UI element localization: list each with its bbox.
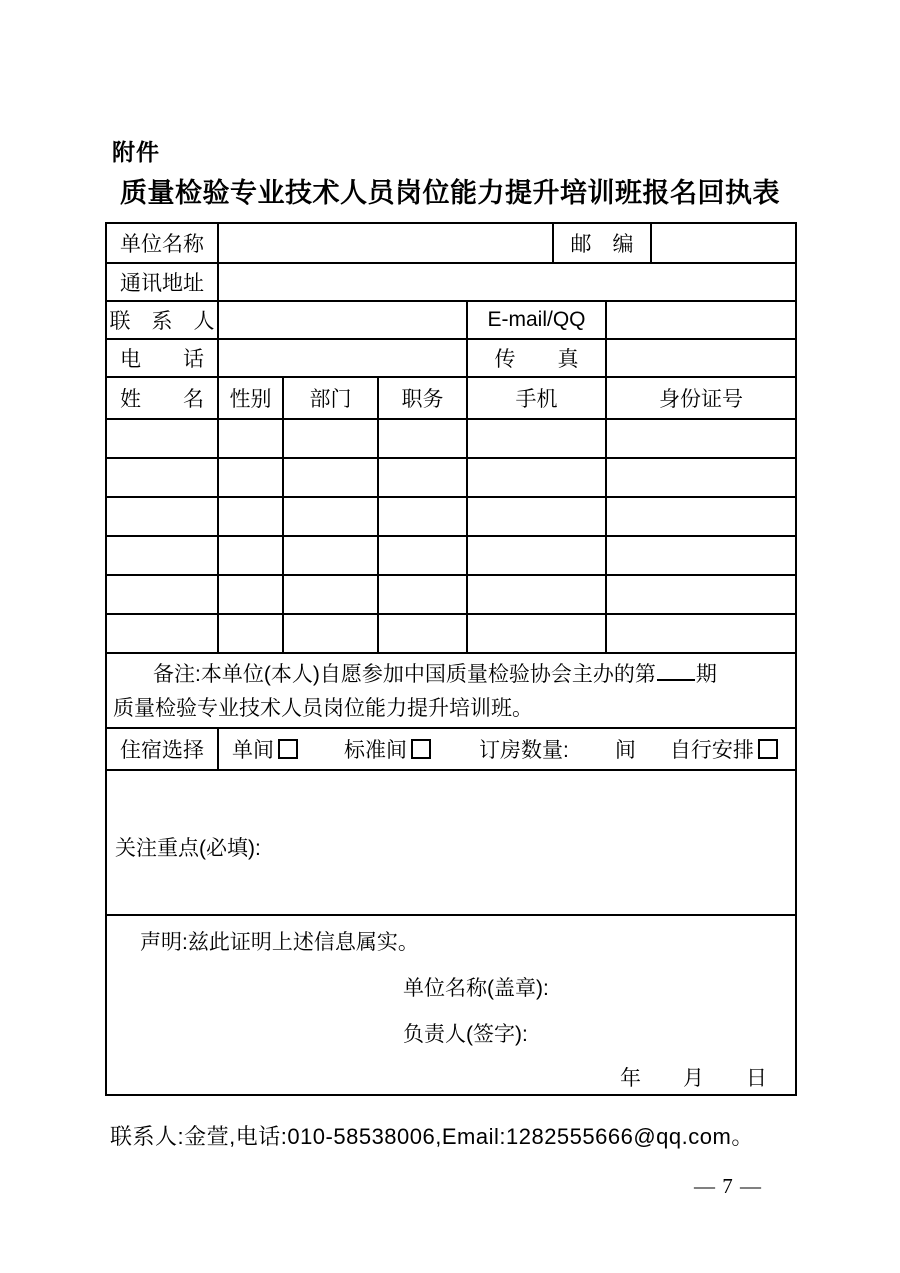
roster-position-cell[interactable]	[378, 497, 467, 536]
single-room-label: 单间	[232, 739, 274, 762]
roster-mobile-cell[interactable]	[467, 614, 606, 653]
room-count-label: 订房数量:	[479, 739, 569, 762]
roster-row-3	[106, 497, 796, 536]
roster-gender-cell[interactable]	[218, 458, 283, 497]
postal-code-label: 邮 编	[553, 223, 651, 263]
remark-text-after-blank: 期	[695, 663, 717, 686]
roster-position-cell[interactable]	[378, 575, 467, 614]
roster-department-cell[interactable]	[283, 458, 378, 497]
responsible-signature-label: 负责人(签字):	[403, 1023, 528, 1046]
roster-position-cell[interactable]	[378, 614, 467, 653]
accommodation-options-cell	[218, 728, 796, 770]
self-arranged-checkbox[interactable]	[758, 739, 778, 759]
remark-text-line1	[107, 658, 795, 692]
attachment-label: 附件	[112, 139, 160, 165]
roster-gender-cell[interactable]	[218, 575, 283, 614]
standard-room-checkbox[interactable]	[411, 739, 431, 759]
page-number: — 7 —	[694, 1174, 762, 1198]
roster-department-cell[interactable]	[283, 419, 378, 458]
unit-name-input-cell[interactable]	[218, 223, 553, 263]
roster-name-cell[interactable]	[106, 419, 218, 458]
registration-form-table	[105, 222, 797, 1096]
single-room-option	[232, 734, 298, 764]
roster-row-6	[106, 614, 796, 653]
accommodation-options	[219, 734, 795, 764]
focus-row	[106, 770, 796, 915]
roster-row-1	[106, 419, 796, 458]
roster-gender-cell[interactable]	[218, 614, 283, 653]
contact-person-input-cell[interactable]	[218, 301, 467, 339]
remark-row	[106, 653, 796, 728]
roster-id-cell[interactable]	[606, 536, 796, 575]
declaration-statement: 声明:兹此证明上述信息属实。	[140, 931, 419, 954]
focus-label: 关注重点(必填):	[115, 836, 261, 860]
roster-id-cell[interactable]	[606, 419, 796, 458]
roster-header-id-number: 身份证号	[606, 377, 796, 419]
roster-gender-cell[interactable]	[218, 419, 283, 458]
remark-label: 备注:	[153, 663, 201, 686]
accommodation-row	[106, 728, 796, 770]
roster-header-department: 部门	[283, 377, 378, 419]
roster-name-cell[interactable]	[106, 458, 218, 497]
roster-name-cell[interactable]	[106, 497, 218, 536]
declaration-row	[106, 915, 796, 1095]
declaration-cell	[106, 915, 796, 1095]
roster-mobile-cell[interactable]	[467, 536, 606, 575]
date-label: 年 月 日	[620, 1067, 767, 1090]
address-input-cell[interactable]	[218, 263, 796, 301]
postal-code-input-cell[interactable]	[651, 223, 796, 263]
phone-input-cell[interactable]	[218, 339, 467, 377]
roster-position-cell[interactable]	[378, 458, 467, 497]
roster-gender-cell[interactable]	[218, 536, 283, 575]
roster-name-cell[interactable]	[106, 536, 218, 575]
footer-contact-line: 联系人:金萱,电话:010-58538006,Email:1282555666@qq.com。	[110, 1124, 754, 1149]
roster-position-cell[interactable]	[378, 419, 467, 458]
accommodation-label: 住宿选择	[106, 728, 218, 770]
unit-name-label: 单位名称	[106, 223, 218, 263]
roster-row-5	[106, 575, 796, 614]
roster-id-cell[interactable]	[606, 614, 796, 653]
address-label: 通讯地址	[106, 263, 218, 301]
contact-person-label: 联 系 人	[106, 301, 218, 339]
phone-row	[106, 339, 796, 377]
standard-room-label: 标准间	[344, 739, 407, 762]
unit-seal-label: 单位名称(盖章):	[403, 977, 549, 1000]
unit-name-row	[106, 223, 796, 263]
roster-header-name: 姓 名	[106, 377, 218, 419]
roster-mobile-cell[interactable]	[467, 575, 606, 614]
roster-mobile-cell[interactable]	[467, 458, 606, 497]
single-room-checkbox[interactable]	[278, 739, 298, 759]
roster-header-position: 职务	[378, 377, 467, 419]
roster-department-cell[interactable]	[283, 575, 378, 614]
self-arranged-label: 自行安排	[669, 739, 754, 762]
roster-department-cell[interactable]	[283, 614, 378, 653]
roster-mobile-cell[interactable]	[467, 419, 606, 458]
address-row	[106, 263, 796, 301]
standard-room-option	[344, 734, 431, 764]
roster-row-2	[106, 458, 796, 497]
contact-row	[106, 301, 796, 339]
email-qq-input-cell[interactable]	[606, 301, 796, 339]
email-qq-label: E-mail/QQ	[467, 301, 606, 339]
room-count-unit-label: 间	[614, 739, 636, 762]
roster-position-cell[interactable]	[378, 536, 467, 575]
fax-label: 传 真	[467, 339, 606, 377]
roster-id-cell[interactable]	[606, 497, 796, 536]
roster-header-gender: 性别	[218, 377, 283, 419]
remark-text-line2: 质量检验专业技术人员岗位能力提升培训班。	[113, 697, 533, 720]
session-number-blank[interactable]	[657, 675, 695, 681]
roster-name-cell[interactable]	[106, 614, 218, 653]
roster-gender-cell[interactable]	[218, 497, 283, 536]
phone-label: 电 话	[106, 339, 218, 377]
roster-department-cell[interactable]	[283, 497, 378, 536]
remark-cell	[106, 653, 796, 728]
self-arranged-option	[670, 734, 778, 764]
roster-department-cell[interactable]	[283, 536, 378, 575]
focus-input-cell[interactable]	[106, 770, 796, 915]
remark-text-before-blank: 本单位(本人)自愿参加中国质量检验协会主办的第	[200, 663, 656, 686]
page-title: 质量检验专业技术人员岗位能力提升培训班报名回执表	[120, 178, 780, 208]
fax-input-cell[interactable]	[606, 339, 796, 377]
roster-id-cell[interactable]	[606, 458, 796, 497]
roster-header-mobile: 手机	[467, 377, 606, 419]
roster-mobile-cell[interactable]	[467, 497, 606, 536]
roster-row-4	[106, 536, 796, 575]
roster-header-row	[106, 377, 796, 419]
roster-id-cell[interactable]	[606, 575, 796, 614]
roster-name-cell[interactable]	[106, 575, 218, 614]
